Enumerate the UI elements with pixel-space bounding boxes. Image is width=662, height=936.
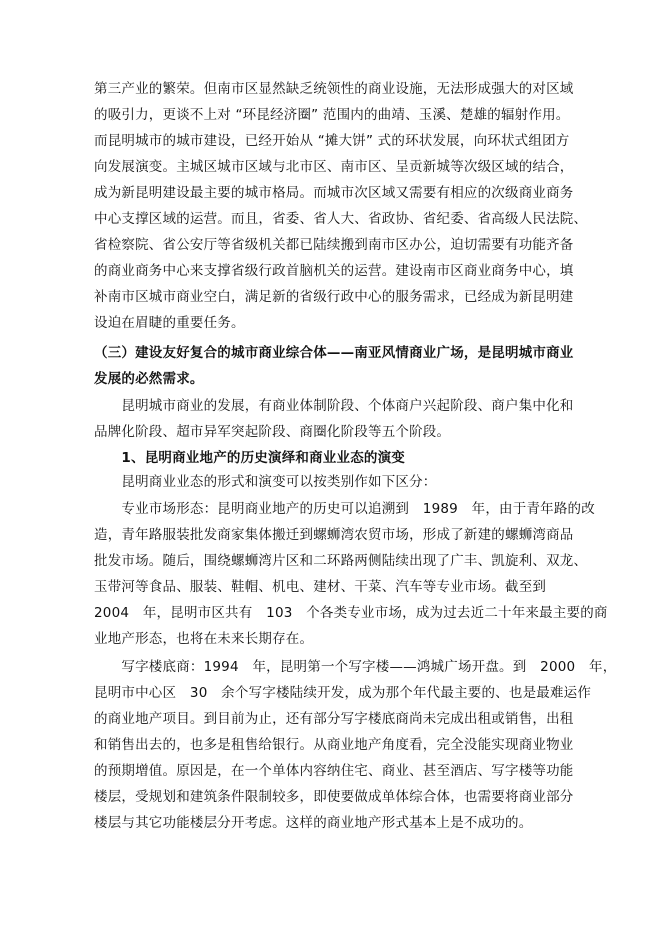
- paragraph-line: 专业市场形态：昆明商业地产的历史可以追溯到 1989 年，由于青年路的改: [94, 501, 595, 517]
- section-heading-line: （三）建设友好复合的城市商业综合体——南亚风情商业广场，是昆明城市商业: [94, 345, 574, 361]
- paragraph-line: 的商业地产项目。到目前为止，还有部分写字楼底商尚未完成出租或销售，出租: [94, 711, 574, 727]
- paragraph-line: 的吸引力，更谈不上对 “环昆经济圈” 范围内的曲靖、玉溪、楚雄的辐射作用。: [94, 107, 570, 123]
- section-heading-line: 发展的必然需求。: [94, 371, 204, 387]
- paragraph-line: 第三产业的繁荣。但南市区显然缺乏统领性的商业设施，无法形成强大的对区域: [94, 81, 574, 97]
- paragraph-line: 写字楼底商：1994 年，昆明第一个写字楼——鸿城广场开盘。到 2000 年，: [94, 659, 617, 675]
- paragraph-line: 2004 年，昆明市区共有 103 个各类专业市场，成为过去近二十年来最主要的商: [94, 605, 608, 621]
- paragraph-line: 昆明城市商业的发展，有商业体制阶段、个体商户兴起阶段、商户集中化和: [94, 398, 574, 414]
- paragraph-line: 昆明市中心区 30 余个写字楼陆续开发，成为那个年代最主要的、也是最难运作: [94, 685, 592, 701]
- paragraph-line: 成为新昆明建设最主要的城市格局。而城市次区域又需要有相应的次级商业商务: [94, 185, 574, 201]
- paragraph-line: 昆明商业业态的形式和演变可以按类别作如下区分：: [94, 474, 437, 490]
- paragraph-line: 向发展演变。主城区城市区域与北市区、南市区、呈贡新城等次级区域的结合，: [94, 159, 574, 175]
- paragraph-line: 的预期增值。原因是，在一个单体内容纳住宅、商业、甚至酒店、写字楼等功能: [94, 763, 574, 779]
- paragraph-line: 设迫在眉睫的重要任务。: [94, 315, 245, 331]
- paragraph-line: 而昆明城市的城市建设，已经开始从 “摊大饼” 式的环状发展，向环状式组团方: [94, 133, 570, 149]
- paragraph-line: 批发市场。随后，围绕螺蛳湾片区和二环路两侧陆续出现了广丰、凯旋利、双龙、: [94, 553, 588, 569]
- paragraph-line: 省检察院、省公安厅等省级机关都已陆续搬到南市区办公，迫切需要有功能齐备: [94, 237, 574, 253]
- paragraph-line: 中心支撑区域的运营。而且，省委、省人大、省政协、省纪委、省高级人民法院、: [94, 211, 588, 227]
- paragraph-line: 补南市区城市商业空白，满足新的省级行政中心的服务需求，已经成为新昆明建: [94, 289, 574, 305]
- paragraph-line: 的商业商务中心来支撑省级行政首脑机关的运营。建设南市区商业商务中心，填: [94, 263, 574, 279]
- paragraph-line: 楼层，受规划和建筑条件限制较多，即使要做成单体综合体，也需要将商业部分: [94, 789, 574, 805]
- paragraph-line: 玉带河等食品、服装、鞋帽、机电、建材、干菜、汽车等专业市场。截至到: [94, 579, 547, 595]
- paragraph-line: 和销售出去的，也多是租售给银行。从商业地产角度看，完全没能实现商业物业: [94, 737, 574, 753]
- paragraph-line: 品牌化阶段、超市异军突起阶段、商圈化阶段等五个阶段。: [94, 424, 451, 440]
- subsection-heading: 1、昆明商业地产的历史演绎和商业业态的演变: [94, 450, 405, 466]
- paragraph-line: 造，青年路服装批发商家集体搬迁到螺蛳湾农贸市场，形成了新建的螺蛳湾商品: [94, 527, 574, 543]
- paragraph-line: 楼层与其它功能楼层分开考虑。这样的商业地产形式基本上是不成功的。: [94, 815, 533, 831]
- paragraph-line: 业地产形态，也将在未来长期存在。: [94, 631, 314, 647]
